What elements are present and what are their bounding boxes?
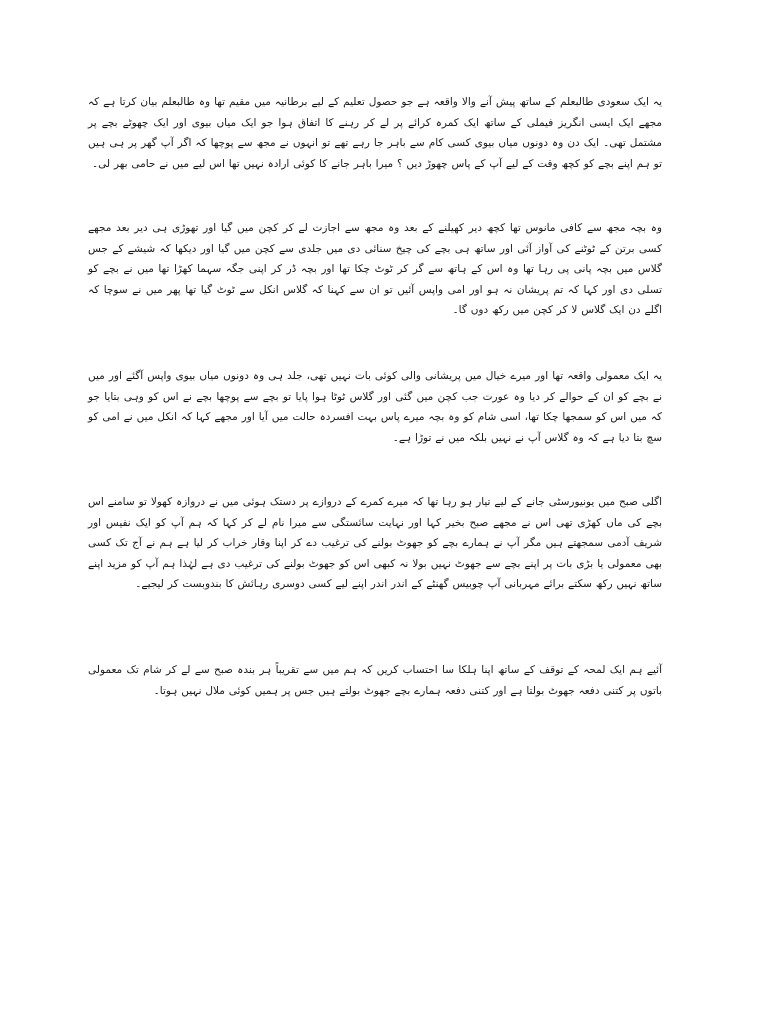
paragraph-3: یہ ایک معمولی واقعہ تھا اور میرے خیال میں پریشانی والی کوئی بات نہیں تھی، جلد ہی وہ دونوں میاں بیوی واپس آگئے اور میں نے بچے کو ان کے حوالے کر دیا وہ عورت جب کچن میں گئی اور گلاس ٹوٹا ہوا پایا تو بچے سے پوچھا بچے نے اس کو وہی بتایا جو کہ میں اس کو سمجھا چکا تھا، اسی شام کو وہ بچہ میرے پاس بہت افسردہ حالت میں آیا اور مجھے کہا کہ انکل میں نے امی کو سچ بتا دیا ہے کہ وہ گلاس آپ نے نہیں بلکہ میں نے توڑا ہے۔ bbox=[88, 370, 662, 444]
paragraph-2: وہ بچہ مجھ سے کافی مانوس تھا کچھ دیر کھیلنے کے بعد وہ مجھ سے اجازت لے کر کچن میں گیا اور تھوڑی ہی دیر بعد مجھے کسی برتن کے ٹوٹنے کی آواز آئی اور ساتھ ہی بچے کی چیخ سنائی دی میں جلدی سے کچن میں گیا اور دیکھا کہ شیشے کے جس گلاس میں بچہ پانی پی رہا تھا وہ اس کے ہاتھ سے گر کر ٹوٹ چکا تھا اور بچہ ڈر کر اپنی جگہ سہما کھڑا تھا میں نے بچے کو تسلی دی اور کہا کہ تم پریشان نہ ہو اور امی واپس آئیں تو ان سے کہنا کہ گلاس انکل سے ٹوٹ گیا تھا پھر میں نے سوچا کہ اگلے دن ایک گلاس لا کر کچن میں رکھ دوں گا۔ bbox=[88, 222, 662, 316]
paragraph-1: یہ ایک سعودی طالبعلم کے ساتھ پیش آنے والا واقعہ ہے جو حصول تعلیم کے لیے برطانیہ میں مقیم تھا وہ طالبعلم بیان کرتا ہے کہ مجھے ایک ایسی انگریز فیملی کے ساتھ ایک کمرہ کرائے پر لے کر رہنے کا اتفاق ہوا جو ایک میاں بیوی اور ایک چھوٹے بچے پر مشتمل تھی۔ ایک دن وہ دونوں میاں بیوی کسی کام سے باہر جا رہے تھے تو انہوں نے مجھ سے پوچھا کہ اگر آپ گھر پر ہی ہیں تو ہم اپنے بچے کو کچھ وقت کے لیے آپ کے پاس چھوڑ دیں ؟ میرا باہر جانے کا کوئی ارادہ نہیں تھا اس لیے میں نے حامی بھر لی۔ bbox=[88, 96, 662, 170]
paragraph-5: آئیے ہم ایک لمحہ کے توقف کے ساتھ اپنا ہلکا سا احتساب کریں کہ ہم میں سے تقریباً ہر بندہ صبح سے لے کر شام تک معمولی باتوں پر کتنی دفعہ جھوٹ بولتا ہے اور کتنی دفعہ ہمارے بچے جھوٹ بولتے ہیں جس پر ہمیں کوئی ملال نہیں ہوتا۔ bbox=[88, 664, 662, 697]
paragraph-4: اگلی صبح میں یونیورسٹی جانے کے لیے تیار ہو رہا تھا کہ میرے کمرے کے دروازے پر دستک ہوئی میں نے دروازہ کھولا تو سامنے اس بچے کی ماں کھڑی تھی اس نے مجھے صبح بخیر کہا اور نہایت سائستگی سے میرا نام لے کر کہا کہ ہم آپ کو ایک نفیس اور شریف آدمی سمجھتے ہیں مگر آپ نے ہمارے بچے کو جھوٹ بولنے کی ترغیب دے کر اپنا وقار خراب کر لیا ہے ہم نے آج تک کسی بھی معمولی یا بڑی بات پر اپنے بچے سے جھوٹ نہیں بولا نہ کبھی اس کو جھوٹ بولنے کی ترغیب دی ہے لہٰذا ہم آپ کو مزید اپنے ساتھ نہیں رکھ سکتے برائے مہربانی آپ چوبیس گھنٹے کے اندر اندر اپنے لیے کسی دوسری رہائش کا بندوبست کر لیجیے۔ bbox=[88, 496, 662, 590]
